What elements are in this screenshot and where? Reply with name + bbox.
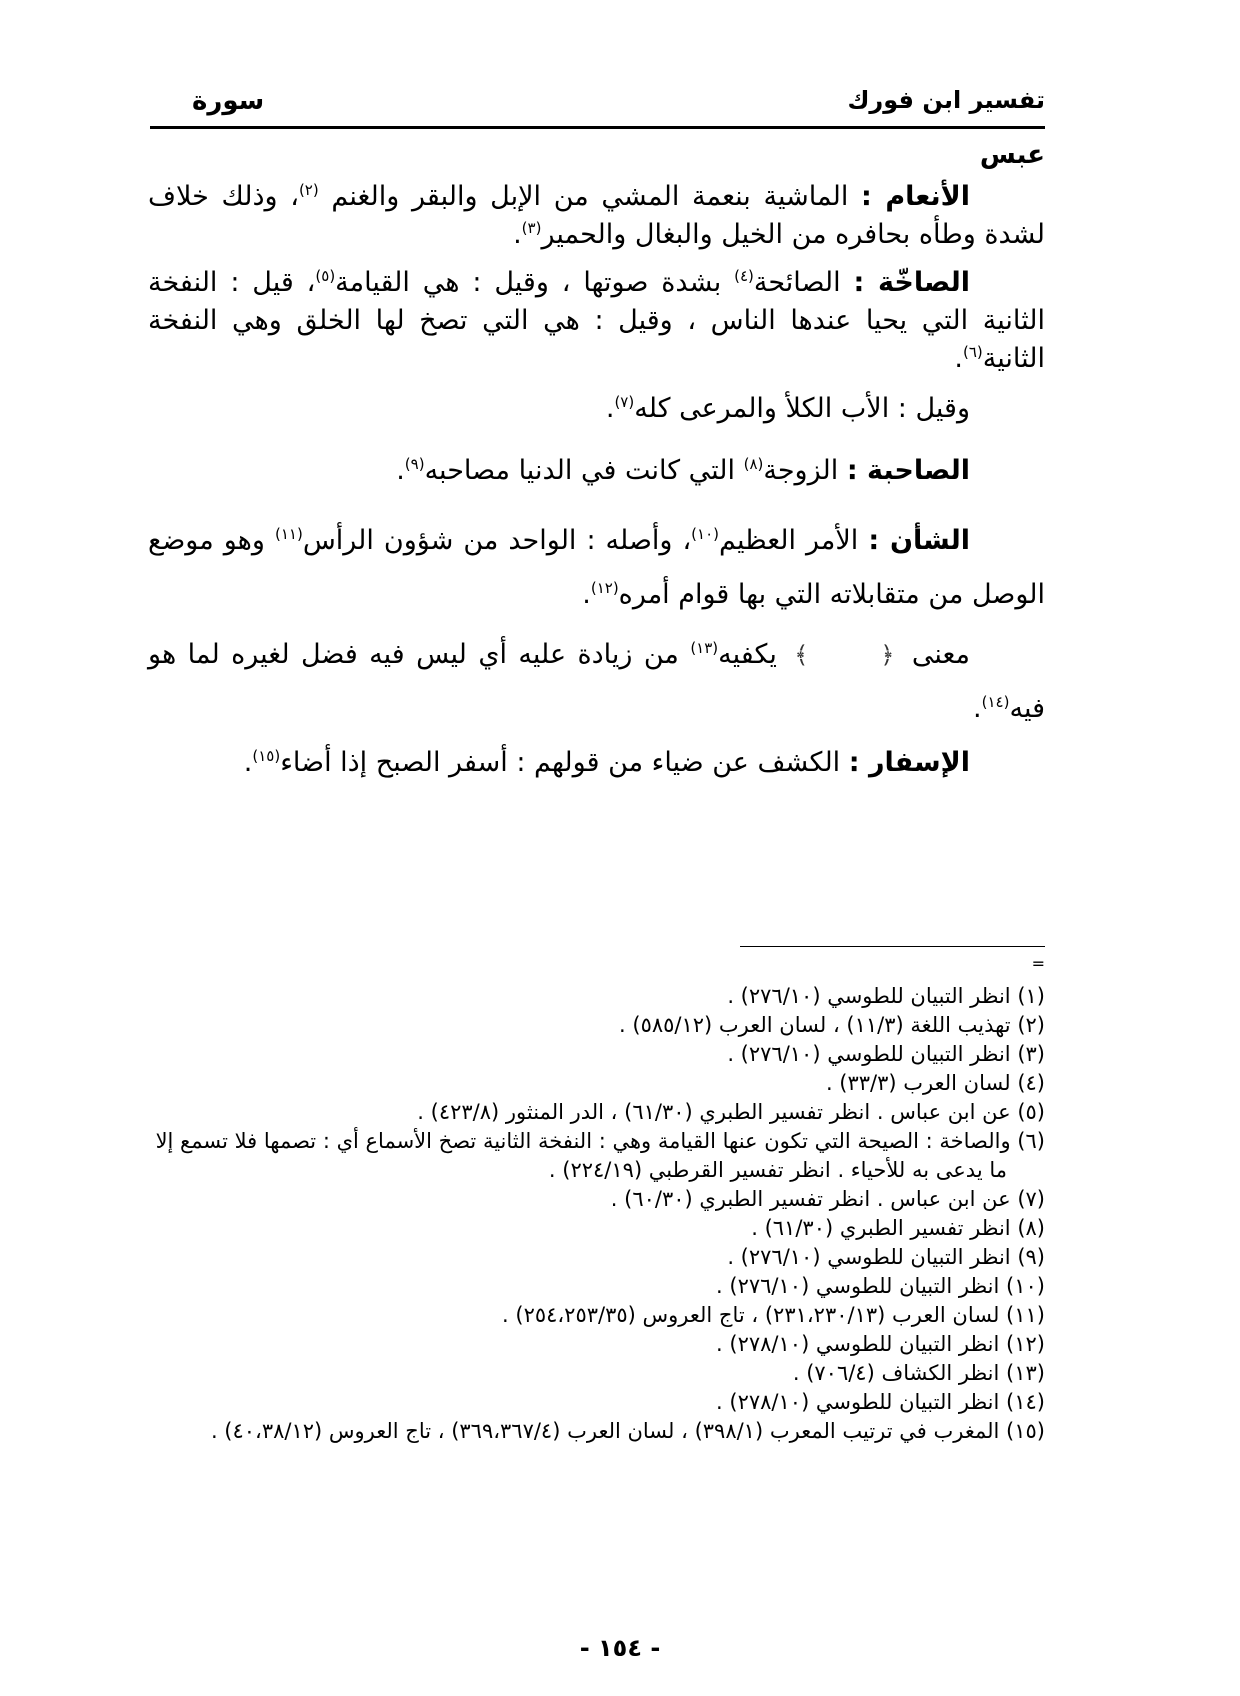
entry-text: . xyxy=(954,343,963,374)
footnote-ref[interactable]: (١٣) xyxy=(690,639,719,657)
entry-text: الماشية بنعمة المشي من الإبل والبقر والغنم xyxy=(318,181,862,212)
entry-text: . xyxy=(605,393,615,424)
entry-term: الشأن : xyxy=(868,525,970,556)
entry-anam xyxy=(148,178,1045,254)
header-rule xyxy=(150,126,1045,129)
entry-term: الأنعام : xyxy=(861,181,970,212)
entry-term: الإسفار : xyxy=(848,747,970,778)
footnote-rule xyxy=(740,946,1045,947)
entry-term: الصاحبة : xyxy=(846,455,970,486)
entry-text: يكفيه xyxy=(718,639,789,670)
running-header xyxy=(150,82,1045,122)
footnote-5: (٥) عن ابن عباس . انظر تفسير الطبري (٦١/٣٠) ، الدر المنثور (٤٢٣/٨) . xyxy=(417,1100,1045,1124)
footnote-ref[interactable]: (١٠) xyxy=(691,525,719,543)
footnote-9: (٩) انظر التبيان للطوسي (٢٧٦/١٠) . xyxy=(727,1245,1045,1269)
entry-isfar xyxy=(148,744,1045,782)
entry-text: ، وأصله : الواحد من شؤون الرأس xyxy=(302,525,692,556)
book-title: تفسير ابن فورك xyxy=(847,86,1045,114)
footnote-13: (١٣) انظر الكشاف (٧٠٦/٤) . xyxy=(792,1361,1045,1385)
surah-name: عبس xyxy=(979,140,1045,170)
entry-text: الصائحة xyxy=(753,267,854,298)
entry-sahiba xyxy=(148,452,1045,490)
entry-text: الأمر العظيم xyxy=(719,525,869,556)
footnote-7: (٧) عن ابن عباس . انظر تفسير الطبري (٦٠/٣٠) . xyxy=(610,1187,1045,1211)
footnote-3: (٣) انظر التبيان للطوسي (٢٧٦/١٠) . xyxy=(727,1042,1045,1066)
footnote-ref[interactable]: (٧) xyxy=(614,393,635,411)
footnote-continuation-mark: = xyxy=(1031,954,1045,973)
footnote-6: (٦) والصاخة : الصيحة التي تكون عنها القيامة وهي : النفخة الثانية تصخ الأسماع أي : تصمها فلا تسمع إلا ما يدعى به للأحياء . انظر تفسير القرطبي (٢٢٤/١٩) . xyxy=(155,1129,1045,1182)
entry-text: . xyxy=(973,693,982,724)
footnote-ref[interactable]: (١٢) xyxy=(590,579,619,597)
footnote-10: (١٠) انظر التبيان للطوسي (٢٧٦/١٠) . xyxy=(716,1274,1045,1298)
footnote-11: (١١) لسان العرب (٢٣١،٢٣٠/١٣) ، تاج العروس (٢٥٤،٢٥٣/٣٥) . xyxy=(502,1303,1045,1327)
footnote-ref[interactable]: (٤) xyxy=(734,267,754,285)
ornate-bracket-close-icon: ﴾ xyxy=(794,641,809,669)
entry-text: . xyxy=(582,579,591,610)
entry-text: من زيادة عليه أي ليس فيه فضل لغيره لما هو فيه xyxy=(148,639,1045,724)
footnote-14: (١٤) انظر التبيان للطوسي (٢٧٨/١٠) . xyxy=(716,1390,1045,1414)
footnote-ref[interactable]: (١٤) xyxy=(981,693,1010,711)
entry-text: ، قيل : النفخة الثانية التي يحيا عندها الناس ، وقيل : هي التي تصخ لها الخلق وهي النفخة الثانية xyxy=(148,267,1045,374)
main-text xyxy=(148,178,1045,782)
footnote-ref[interactable]: (١٥) xyxy=(252,747,281,765)
section-label: سورة xyxy=(192,86,265,116)
footnote-ref[interactable]: (٩) xyxy=(404,455,425,473)
ornate-bracket-open-icon: ﴿ xyxy=(880,641,895,669)
entry-shaan xyxy=(148,514,1045,622)
entry-text: التي كانت في الدنيا مصاحبه xyxy=(424,455,744,486)
footnote-8: (٨) انظر تفسير الطبري (٦١/٣٠) . xyxy=(751,1216,1045,1240)
footnote-ref[interactable]: (٦) xyxy=(962,343,983,361)
entry-maana xyxy=(148,628,1045,736)
entry-abb xyxy=(148,390,1045,428)
footnote-ref[interactable]: (٨) xyxy=(743,455,764,473)
entry-text: وقيل : الأب الكلأ والمرعى كله xyxy=(634,393,970,424)
entry-text: الكشف عن ضياء من قولهم : أسفر الصبح إذا أضاء xyxy=(280,747,849,778)
footnote-ref[interactable]: (٣) xyxy=(521,219,542,237)
footnote-ref[interactable]: (٢) xyxy=(298,181,319,199)
footnote-12: (١٢) انظر التبيان للطوسي (٢٧٨/١٠) . xyxy=(716,1332,1045,1356)
entry-text: . xyxy=(243,747,253,778)
entry-text: بشدة صوتها ، وقيل : هي القيامة xyxy=(335,267,735,298)
footnote-15: (١٥) المغرب في ترتيب المعرب (٣٩٨/١) ، لسان العرب (٣٦٩،٣٦٧/٤) ، تاج العروس (٤٠،٣٨/١٢) . xyxy=(210,1419,1045,1443)
entry-text: الزوجة xyxy=(763,455,847,486)
footnote-ref[interactable]: (٥) xyxy=(315,267,336,285)
entry-text: . xyxy=(513,219,522,250)
footnote-1: (١) انظر التبيان للطوسي (٢٧٦/١٠) . xyxy=(727,984,1045,1008)
entry-text: معنى xyxy=(900,639,970,670)
footnotes xyxy=(148,982,1045,1446)
page-number: - ١٥٤ - xyxy=(579,1634,661,1662)
entry-term: الصاخّة : xyxy=(853,267,971,298)
entry-sakhkha xyxy=(148,264,1045,378)
footnote-4: (٤) لسان العرب (٣٣/٣) . xyxy=(825,1071,1045,1095)
entry-text: وهو موضع الوصل من متقابلاته التي بها قوام أمره xyxy=(148,525,1045,610)
footnote-ref[interactable]: (١١) xyxy=(274,525,303,543)
entry-text: ، وذلك خلاف لشدة وطأه بحافره من الخيل والبغال والحمير xyxy=(148,181,1045,250)
entry-text: . xyxy=(396,455,405,486)
footnote-2: (٢) تهذيب اللغة (١١/٣) ، لسان العرب (٥٨٥/١٢) . xyxy=(619,1013,1045,1037)
